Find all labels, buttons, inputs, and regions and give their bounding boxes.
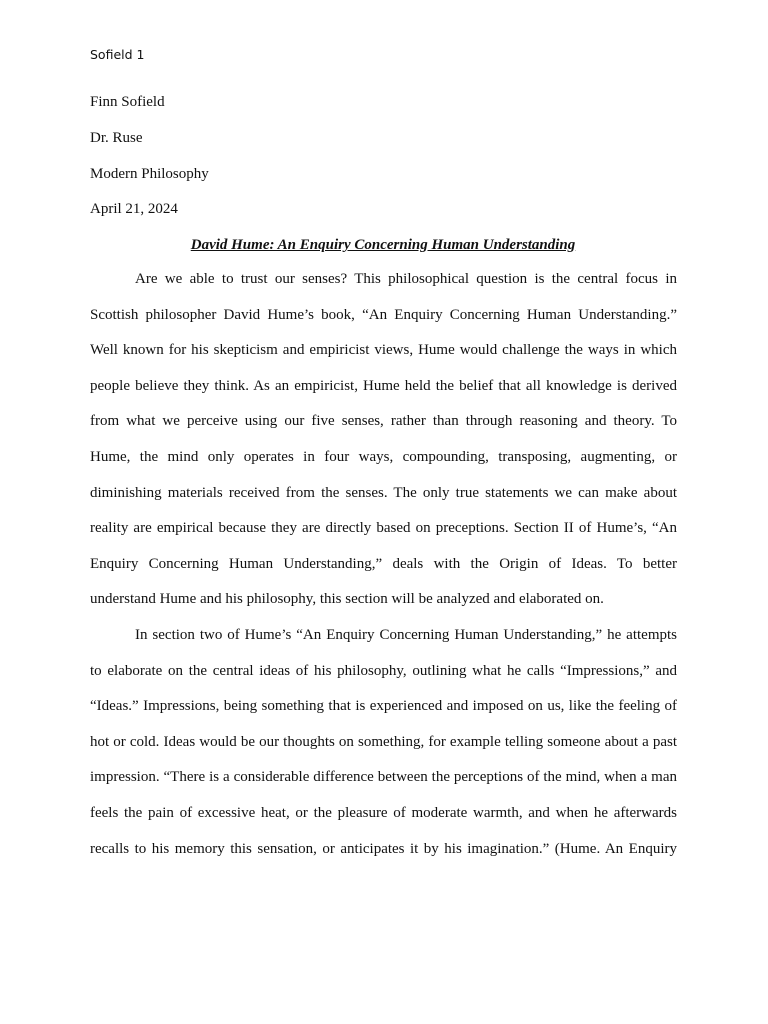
- paragraph-1-line: people believe they think. As an empiricist, Hume held the belief that all knowledge is derived: [90, 377, 677, 394]
- paragraph-1-line: Enquiry Concerning Human Understanding,” deals with the Origin of Ideas. To better: [90, 555, 677, 572]
- paragraph-1-line: diminishing materials received from the senses. The only true statements we can make about: [90, 484, 677, 501]
- paragraph-1-line: Are we able to trust our senses? This philosophical question is the central focus in: [135, 271, 677, 287]
- instructor-name: Dr. Ruse: [90, 130, 143, 146]
- author-name: Finn Sofield: [90, 94, 165, 110]
- paragraph-1-line: understand Hume and his philosophy, this section will be analyzed and elaborated on.: [90, 591, 604, 608]
- course-name: Modern Philosophy: [90, 166, 209, 182]
- paragraph-1-line: from what we perceive using our five senses, rather than through reasoning and theory. To: [90, 413, 677, 430]
- running-head: Sofield 1: [90, 47, 145, 62]
- paragraph-1-line: reality are empirical because they are directly based on preceptions. Section II of Hume’s, “An: [90, 520, 677, 537]
- paragraph-1-line: Hume, the mind only operates in four ways, compounding, transposing, augmenting, or: [90, 448, 677, 465]
- paragraph-1-line: Scottish philosopher David Hume’s book, “An Enquiry Concerning Human Understanding.”: [90, 306, 677, 323]
- paragraph-2-line: recalls to his memory this sensation, or anticipates it by his imagination.” (Hume. An Enquiry: [90, 840, 677, 857]
- paragraph-1-line: Well known for his skepticism and empiricist views, Hume would challenge the ways in which: [90, 342, 677, 359]
- submission-date: April 21, 2024: [90, 201, 178, 217]
- paragraph-2-line: In section two of Hume’s “An Enquiry Concerning Human Understanding,” he attempts: [135, 626, 677, 643]
- paragraph-2-line: hot or cold. Ideas would be our thoughts on something, for example telling someone about a past: [90, 733, 677, 750]
- paragraph-2-line: “Ideas.” Impressions, being something that is experienced and imposed on us, like the feeling of: [90, 698, 677, 715]
- paragraph-2-line: to elaborate on the central ideas of his philosophy, outlining what he calls “Impressions,” and: [90, 662, 677, 679]
- essay-body: [90, 262, 677, 867]
- paragraph-2-line: impression. “There is a considerable difference between the perceptions of the mind, when a man: [90, 769, 677, 786]
- essay-title: David Hume: An Enquiry Concerning Human Understanding: [190, 237, 576, 253]
- paragraph-2-line: feels the pain of excessive heat, or the pleasure of moderate warmth, and when he afterwards: [90, 804, 677, 821]
